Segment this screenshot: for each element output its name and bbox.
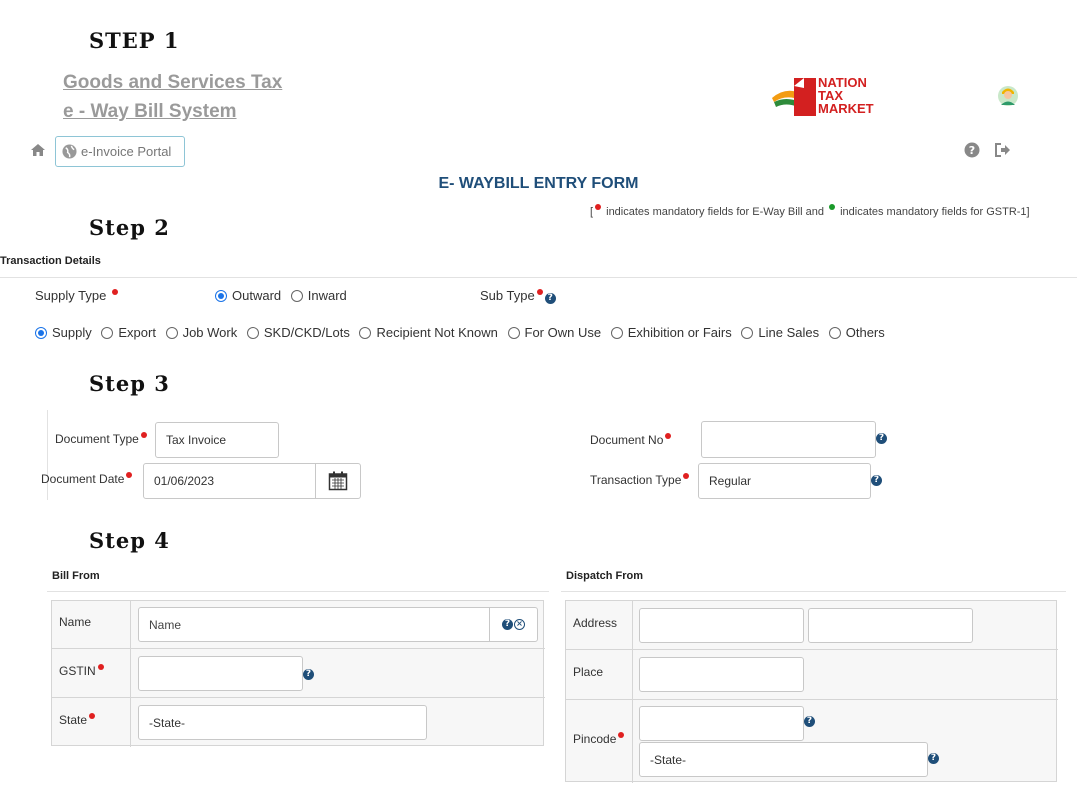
portal-label: e-Invoice Portal — [81, 144, 172, 159]
divider — [52, 697, 545, 698]
document-type-label: Document Type — [55, 432, 149, 446]
divider — [47, 591, 549, 592]
help-icon[interactable]: ? — [804, 716, 815, 727]
mandatory-legend: [ indicates mandatory fields for E-Way Bill and indicates mandatory fields for GSTR-1] — [590, 206, 1030, 218]
avatar[interactable] — [997, 85, 1019, 107]
address-label: Address — [573, 616, 618, 630]
name-actions — [489, 608, 537, 641]
radio-export[interactable]: Export — [101, 325, 156, 340]
divider — [566, 649, 1058, 650]
radio-job-work[interactable]: Job Work — [166, 325, 238, 340]
radio-others[interactable]: Others — [829, 325, 885, 340]
calendar-icon[interactable] — [315, 464, 360, 498]
required-icon — [537, 289, 543, 295]
bill-from-title: Bill From — [52, 570, 100, 582]
supply-type-radio-group — [215, 288, 347, 303]
divider — [566, 699, 1058, 700]
logo-line2: TAX — [818, 88, 844, 103]
e-invoice-portal-button[interactable] — [55, 136, 185, 167]
dispatch-from-table — [565, 600, 1057, 782]
name-placeholder: Name — [149, 617, 182, 632]
nation-tax-market-logo — [772, 76, 892, 118]
divider — [632, 601, 633, 783]
radio-line-sales[interactable]: Line Sales — [741, 325, 819, 340]
red-dot-icon — [595, 204, 601, 210]
svg-text:?: ? — [968, 144, 976, 157]
divider — [0, 277, 1077, 278]
logo-line3: MARKET — [818, 101, 874, 116]
document-no-input[interactable] — [701, 421, 876, 458]
name-label: Name — [59, 615, 92, 629]
pincode-label: Pincode — [573, 732, 626, 746]
bill-from-table — [51, 600, 544, 746]
help-icon[interactable]: ? — [928, 753, 939, 764]
document-no-label: Document No — [590, 433, 673, 447]
home-icon[interactable] — [30, 143, 46, 157]
document-date-field[interactable] — [143, 463, 361, 499]
divider — [561, 591, 1066, 592]
form-title: E- WAYBILL ENTRY FORM — [438, 175, 639, 192]
place-label: Place — [573, 665, 604, 679]
radio-supply[interactable]: Supply — [35, 325, 92, 340]
required-icon — [141, 432, 147, 438]
required-icon — [683, 473, 689, 479]
radio-skd-ckd-lots[interactable]: SKD/CKD/Lots — [247, 325, 350, 340]
dispatch-state-select[interactable]: -State- — [639, 742, 928, 777]
dispatch-from-title: Dispatch From — [566, 570, 644, 582]
transaction-type-select[interactable]: Regular — [698, 463, 871, 499]
help-icon[interactable] — [964, 142, 980, 158]
brand-title[interactable]: Goods and Services Tax — [63, 72, 283, 93]
user-avatar-icon — [997, 85, 1019, 107]
state-select[interactable]: -State- — [138, 705, 427, 740]
radio-exhibition-or-fairs[interactable]: Exhibition or Fairs — [611, 325, 732, 340]
sub-type-label: Sub Type ? — [480, 288, 556, 304]
required-icon — [665, 433, 671, 439]
transaction-details-title: Transaction Details — [0, 255, 101, 267]
state-label: State — [59, 713, 97, 727]
help-icon[interactable]: ? — [303, 669, 314, 680]
gstin-label: GSTIN — [59, 664, 106, 678]
radio-recipient-not-known[interactable]: Recipient Not Known — [359, 325, 497, 340]
radio-outward[interactable]: Outward — [215, 288, 281, 303]
step-3-label: Step 3 — [89, 371, 170, 396]
clear-icon[interactable]: × — [514, 619, 525, 630]
required-icon — [618, 732, 624, 738]
logo-line1: NATION — [818, 75, 867, 90]
required-icon — [112, 289, 118, 295]
help-icon[interactable]: ? — [871, 475, 882, 486]
document-date-label: Document Date — [41, 472, 134, 486]
document-date-value: 01/06/2023 — [154, 474, 215, 488]
help-icon[interactable]: ? — [545, 293, 556, 304]
pincode-input[interactable] — [639, 706, 804, 741]
help-icon[interactable]: ? — [876, 433, 887, 444]
gstin-input[interactable] — [138, 656, 303, 691]
document-type-select[interactable]: Tax Invoice — [155, 422, 279, 458]
place-input[interactable] — [639, 657, 804, 692]
globe-icon — [62, 144, 77, 159]
radio-inward[interactable]: Inward — [291, 288, 347, 303]
address-line2-input[interactable] — [808, 608, 973, 643]
address-line1-input[interactable] — [639, 608, 804, 643]
step-2-label: Step 2 — [89, 215, 170, 240]
sub-type-radio-group — [35, 325, 885, 340]
radio-for-own-use[interactable]: For Own Use — [508, 325, 602, 340]
divider — [47, 410, 48, 500]
step-1-label: STEP 1 — [89, 28, 180, 53]
step-4-label: Step 4 — [89, 528, 170, 553]
required-icon — [89, 713, 95, 719]
divider — [130, 601, 131, 747]
logout-icon[interactable] — [994, 142, 1012, 158]
supply-type-label: Supply Type — [35, 288, 120, 303]
help-icon[interactable]: ? — [502, 619, 513, 630]
transaction-type-label: Transaction Type — [590, 473, 691, 487]
required-icon — [98, 664, 104, 670]
brand-subtitle[interactable]: e - Way Bill System — [63, 101, 237, 122]
name-field[interactable] — [138, 607, 538, 642]
divider — [52, 648, 545, 649]
required-icon — [126, 472, 132, 478]
green-dot-icon — [829, 204, 835, 210]
